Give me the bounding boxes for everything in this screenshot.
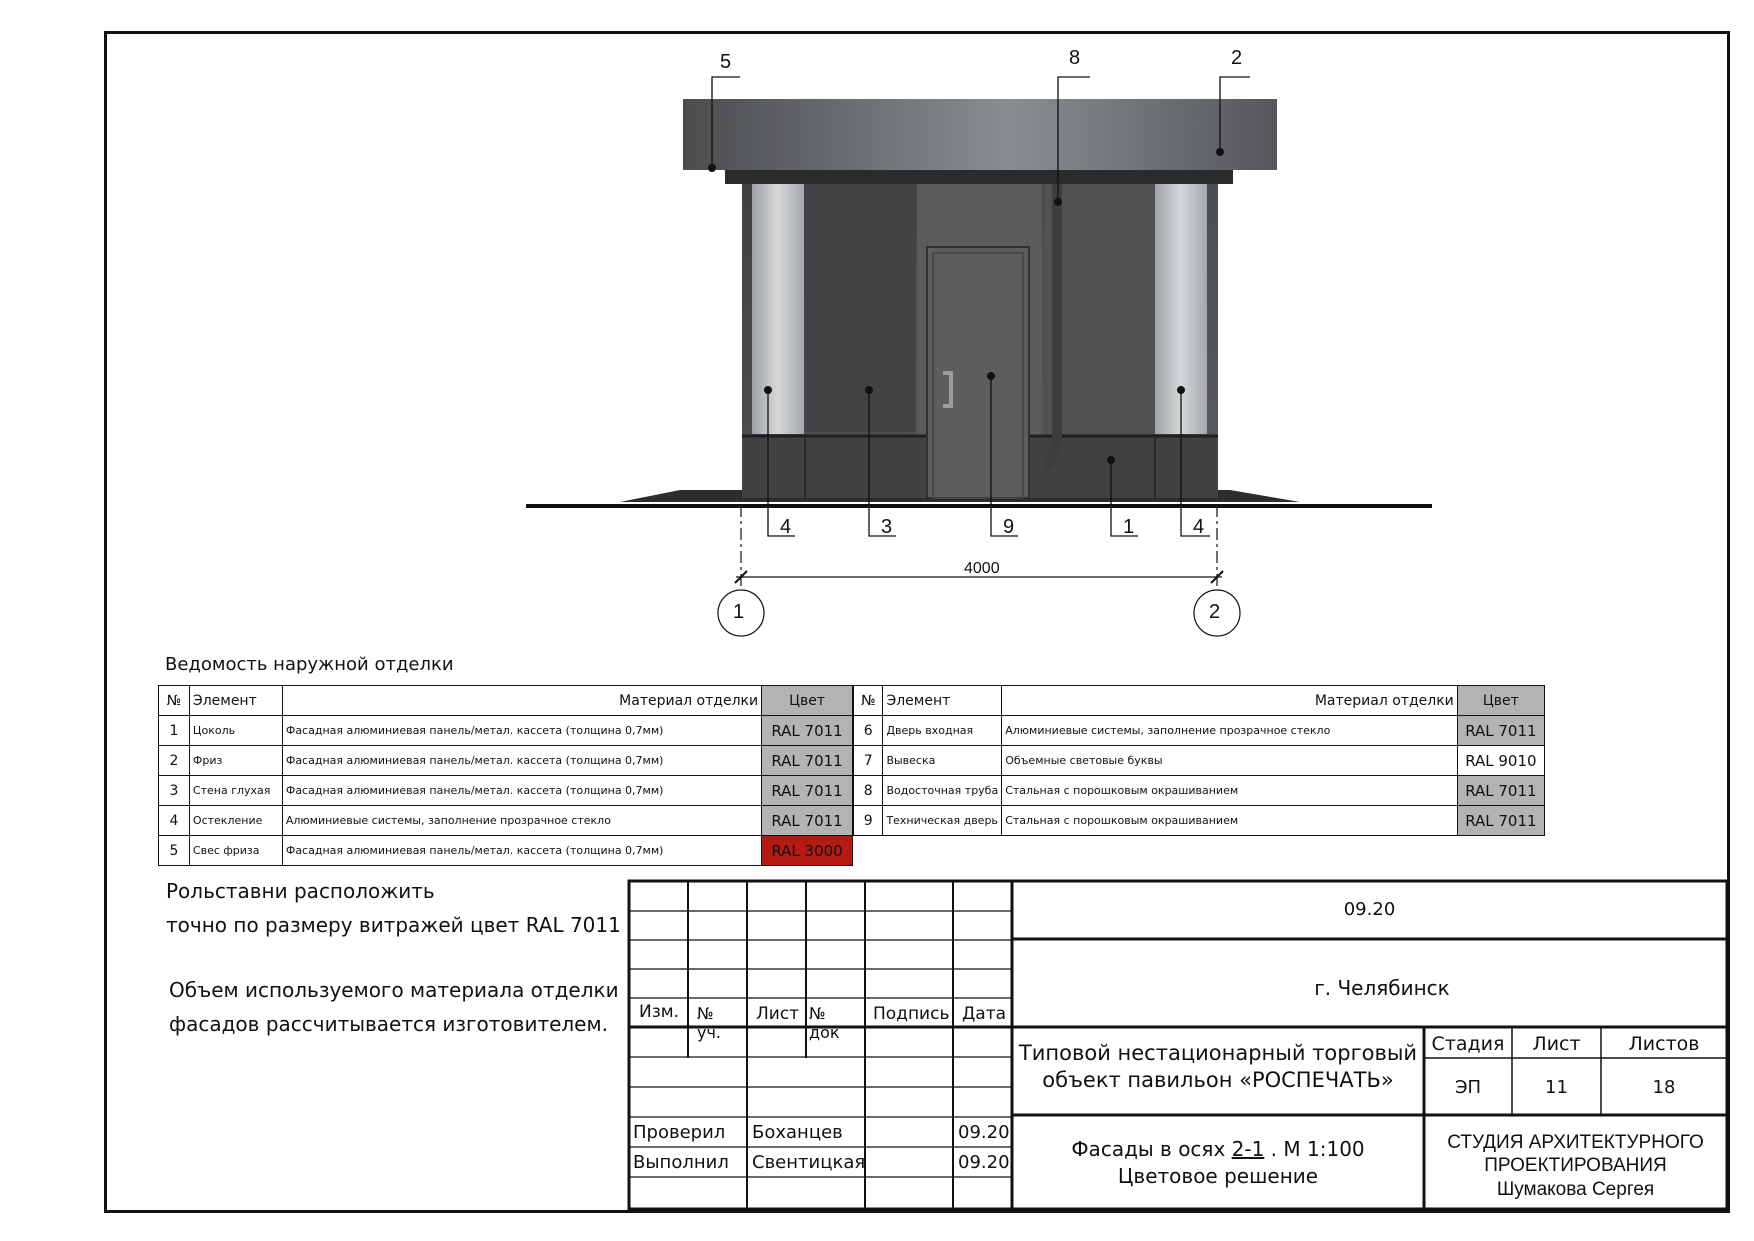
col-color: Цвет: [762, 686, 853, 716]
callout-9: 9: [1003, 516, 1015, 538]
col-num: №: [159, 686, 190, 716]
axis-label-1: 1: [733, 601, 745, 623]
row-color: RAL 7011: [762, 776, 853, 806]
row-number: 3: [159, 776, 190, 806]
schedule-title: Ведомость наружной отделки: [165, 654, 454, 675]
row-element: Фриз: [189, 746, 282, 776]
studio-line3: Шумакова Сергея: [1496, 1179, 1655, 1200]
project-title-line2: объект павильон «РОСПЕЧАТЬ»: [1042, 1068, 1394, 1092]
drawing-title-post: . М 1:100: [1264, 1137, 1365, 1161]
row-number: 4: [159, 806, 190, 836]
row-number: 2: [159, 746, 190, 776]
col-material: Материал отделки: [282, 686, 761, 716]
row-element: Цоколь: [189, 716, 282, 746]
col-element: Элемент: [883, 686, 1002, 716]
col-material: Материал отделки: [1002, 686, 1458, 716]
row-number: 9: [854, 806, 883, 836]
row-number: 8: [854, 776, 883, 806]
sheet-label: Лист: [1532, 1033, 1581, 1055]
sheets-value: 18: [1652, 1077, 1676, 1098]
studio-line1: СТУДИЯ АРХИТЕКТУРНОГО: [1447, 1132, 1704, 1153]
checked-date: 09.20: [958, 1122, 1010, 1143]
project-code: 09.20: [1343, 899, 1396, 920]
stage-value: ЭП: [1454, 1077, 1482, 1098]
drawing-title-line1: [1012, 1137, 1424, 1161]
row-number: 7: [854, 746, 883, 776]
row-color: RAL 7011: [1457, 806, 1544, 836]
stage-label: Стадия: [1431, 1033, 1505, 1055]
row-element: Водосточная труба: [883, 776, 1002, 806]
note-line: фасадов рассчитывается изготовителем.: [169, 1012, 608, 1036]
drawing-axes: 2-1: [1231, 1137, 1265, 1161]
hdr-doc: № док: [809, 1004, 840, 1042]
row-element: Дверь входная: [883, 716, 1002, 746]
hdr-list: Лист: [756, 1004, 800, 1024]
done-name: Свентицкая: [752, 1152, 866, 1173]
row-color: RAL 7011: [762, 746, 853, 776]
row-element: Техническая дверь: [883, 806, 1002, 836]
row-color: RAL 7011: [762, 806, 853, 836]
col-element: Элемент: [189, 686, 282, 716]
row-color: RAL 9010: [1457, 746, 1544, 776]
sheets-label: Листов: [1628, 1033, 1700, 1055]
hdr-uch: № уч.: [697, 1004, 722, 1042]
city: г. Челябинск: [1314, 976, 1450, 1000]
row-color: RAL 7011: [1457, 716, 1544, 746]
callout-8: 8: [1069, 47, 1081, 69]
hdr-sign: Подпись: [873, 1004, 950, 1024]
axis-label-2: 2: [1209, 601, 1221, 623]
note-line: Рольставни расположить: [166, 879, 435, 903]
col-num: №: [854, 686, 883, 716]
row-material: Фасадная алюминиевая панель/метал. кассета (толщина 0,7мм): [282, 716, 761, 746]
callout-1: 1: [1123, 516, 1135, 538]
studio-line2: ПРОЕКТИРОВАНИЯ: [1484, 1155, 1667, 1176]
hdr-izm: Изм.: [639, 1002, 679, 1022]
row-element: Стена глухая: [189, 776, 282, 806]
callout-2: 2: [1231, 47, 1243, 69]
row-material: Алюминиевые системы, заполнение прозрачное стекло: [1002, 716, 1458, 746]
row-color: RAL 7011: [1457, 776, 1544, 806]
project-title-line1: Типовой нестационарный торговый: [1018, 1041, 1418, 1065]
row-material: Стальная с порошковым окрашиванием: [1002, 776, 1458, 806]
checked-label: Проверил: [633, 1122, 726, 1143]
row-number: 5: [159, 836, 190, 866]
col-color: Цвет: [1457, 686, 1544, 716]
checked-name: Боханцев: [752, 1122, 843, 1143]
note-line: точно по размеру витражей цвет RAL 7011: [166, 913, 621, 937]
callout-5: 5: [720, 51, 732, 73]
row-color: RAL 7011: [762, 716, 853, 746]
row-element: Свес фриза: [189, 836, 282, 866]
row-material: Фасадная алюминиевая панель/метал. кассета (толщина 0,7мм): [282, 836, 761, 866]
row-material: Стальная с порошковым окрашиванием: [1002, 806, 1458, 836]
drawing-title-pre: Фасады в осях: [1071, 1137, 1232, 1161]
sheet-value: 11: [1545, 1077, 1568, 1098]
row-material: Фасадная алюминиевая панель/метал. кассета (толщина 0,7мм): [282, 746, 761, 776]
row-number: 6: [854, 716, 883, 746]
done-label: Выполнил: [633, 1152, 729, 1173]
callout-4-left: 4: [780, 516, 792, 538]
row-element: Вывеска: [883, 746, 1002, 776]
done-date: 09.20: [958, 1152, 1010, 1173]
note-line: Объем используемого материала отделки: [169, 978, 619, 1002]
row-material: Объемные световые буквы: [1002, 746, 1458, 776]
dimension-label: 4000: [964, 560, 1000, 577]
callout-3: 3: [881, 516, 893, 538]
row-element: Остекление: [189, 806, 282, 836]
hdr-date: Дата: [962, 1004, 1007, 1024]
callout-4-right: 4: [1193, 516, 1205, 538]
row-color: RAL 3000: [762, 836, 853, 866]
row-material: Фасадная алюминиевая панель/метал. кассета (толщина 0,7мм): [282, 776, 761, 806]
drawing-title-line2: Цветовое решение: [1117, 1164, 1319, 1188]
row-material: Алюминиевые системы, заполнение прозрачное стекло: [282, 806, 761, 836]
row-number: 1: [159, 716, 190, 746]
